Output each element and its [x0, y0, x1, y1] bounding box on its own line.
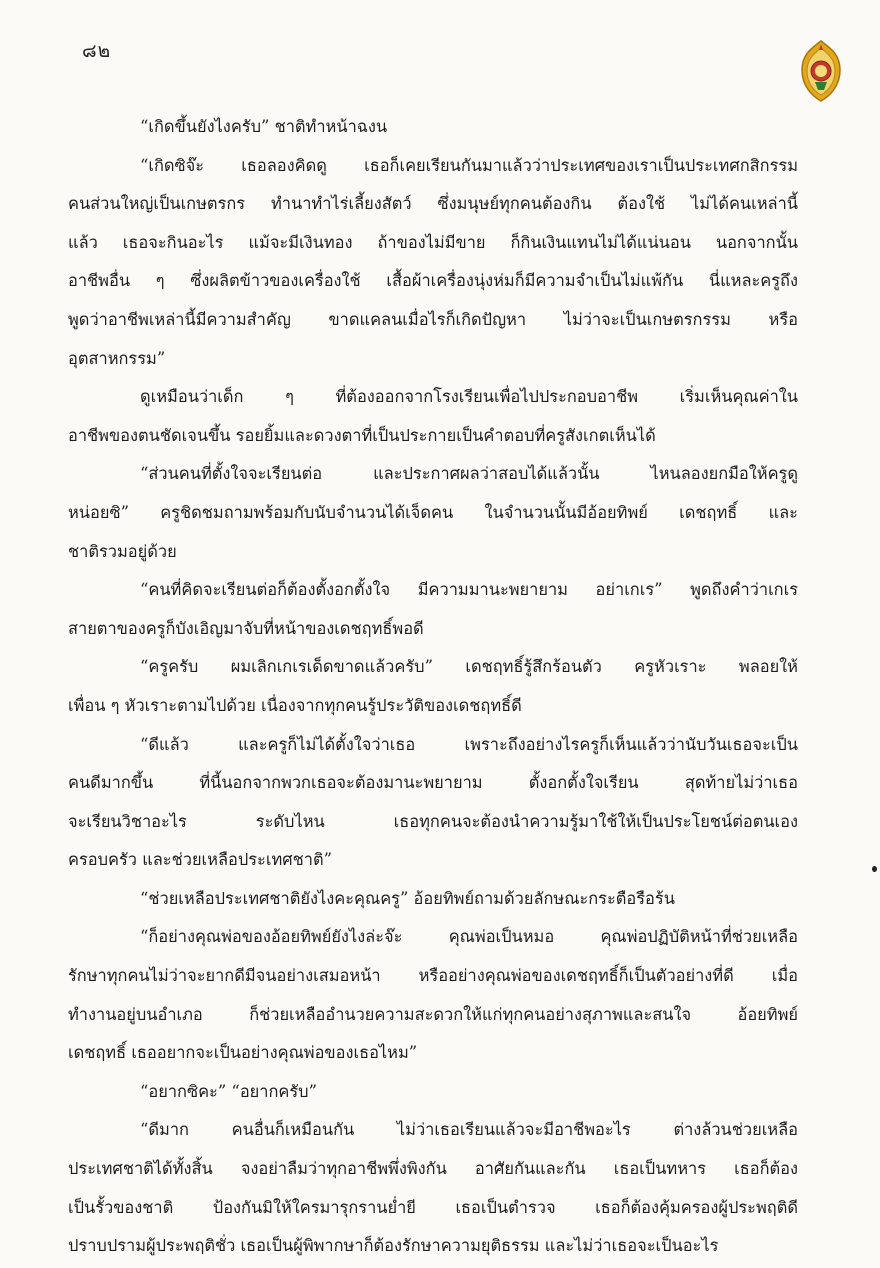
- scan-mark: [872, 866, 877, 872]
- text-line: เดชฤทธิ์ เธออยากจะเป็นอย่างคุณพ่อของเธอไหม”: [68, 1043, 418, 1063]
- text-line: “อยากซิคะ” “อยากครับ”: [140, 1081, 317, 1101]
- text-line: ดูเหมือนว่าเด็ก ๆ ที่ต้องออกจากโรงเรียนเพื่อไปประกอบอาชีพ เริ่มเห็นคุณค่าใน: [140, 387, 798, 407]
- text-line: “เกิดซิจ๊ะ เธอลองคิดดู เธอก็เคยเรียนกันมาแล้วว่าประเทศของเราเป็นประเทศกสิกรรม: [140, 155, 798, 175]
- paragraph: [68, 1073, 798, 1112]
- text-line: คนส่วนใหญ่เป็นเกษตรกร ทำนาทำไร่เลี้ยงสัตว์ ซึ่งมนุษย์ทุกคนต้องกิน ต้องใช้ ไม่ได้คนเหล่านี้: [68, 194, 798, 214]
- text-line: เป็นรั้วของชาติ ป้องกันมิให้ใครมารุกรานย่ำยี เธอเป็นตำรวจ เธอก็ต้องคุ้มครองผู้ประพฤติดี: [68, 1197, 798, 1217]
- text-line: อาชีพอื่น ๆ ซึ่งผลิตข้าวของเครื่องใช้ เสื้อผ้าเครื่องนุ่งห่มก็มีความจำเป็นไม่แพ้กัน นี่แหละครูถึง: [68, 271, 798, 291]
- text-line: “ดีมาก คนอื่นก็เหมือนกัน ไม่ว่าเธอเรียนแล้วจะมีอาชีพอะไร ต่างล้วนช่วยเหลือ: [140, 1120, 798, 1140]
- paragraph: [68, 571, 798, 648]
- text-line: คนดีมากขึ้น ที่นี้นอกจากพวกเธอจะต้องมานะพยายาม ตั้งอกตั้งใจเรียน สุดท้ายไม่ว่าเธอ: [68, 773, 798, 793]
- school-emblem-icon: [796, 40, 846, 102]
- text-line: “ก็อย่างคุณพ่อของอ้อยทิพย์ยังไงล่ะจ๊ะ คุณพ่อเป็นหมอ คุณพ่อปฏิบัติหน้าที่ช่วยเหลือ: [140, 927, 798, 947]
- text-line: “ช่วยเหลือประเทศชาติยังไงคะคุณครู” อ้อยทิพย์ถามด้วยลักษณะกระตือรือร้น: [140, 888, 675, 908]
- paragraph: [68, 1111, 798, 1265]
- text-line: เพื่อน ๆ หัวเราะตามไปด้วย เนื่องจากทุกคนรู้ประวัติของเดชฤทธิ์ดี: [68, 695, 522, 715]
- text-line: แล้ว เธอจะกินอะไร แม้จะมีเงินทอง ถ้าของไม่มีขาย ก็กินเงินแทนไม่ได้แน่นอน นอกจากนั้น: [68, 232, 798, 252]
- paragraph: [68, 880, 798, 919]
- paragraph: [68, 378, 798, 455]
- text-line: ปราบปรามผู้ประพฤติชั่ว เธอเป็นผู้พิพากษาก็ต้องรักษาความยุติธรรม และไม่ว่าเธอจะเป็นอะไร: [68, 1236, 719, 1256]
- page-number: ๘๒: [82, 40, 112, 62]
- text-line: “ดีแล้ว และครูก็ไม่ได้ตั้งใจว่าเธอ เพราะถึงอย่างไรครูก็เห็นแล้วว่านับวันเธอจะเป็น: [140, 734, 798, 754]
- paragraph: [68, 147, 798, 379]
- text-line: สายตาของครูก็บังเอิญมาจับที่หน้าของเดชฤทธิ์พอดี: [68, 618, 424, 638]
- paragraph: [68, 918, 798, 1072]
- text-line: “ส่วนคนที่ตั้งใจจะเรียนต่อ และประกาศผลว่าสอบได้แล้วนั้น ไหนลองยกมือให้ครูดู: [140, 464, 798, 484]
- text-line: ทำงานอยู่บนอำเภอ ก็ช่วยเหลืออำนวยความสะดวกให้แก่ทุกคนอย่างสุภาพและสนใจ อ้อยทิพย์: [68, 1004, 798, 1024]
- text-line: รักษาทุกคนไม่ว่าจะยากดีมีจนอย่างเสมอหน้า หรืออย่างคุณพ่อของเดชฤทธิ์ก็เป็นตัวอย่างที่ดี เมื่อ: [68, 966, 798, 986]
- text-line: ชาติรวมอยู่ด้วย: [68, 541, 177, 561]
- text-line: “เกิดขึ้นยังไงครับ” ชาติทำหน้าฉงน: [140, 117, 388, 136]
- text-line: ครอบครัว และช่วยเหลือประเทศชาติ”: [68, 850, 333, 870]
- paragraph: [68, 108, 798, 147]
- paragraph: [68, 648, 798, 725]
- text-line: พูดว่าอาชีพเหล่านี้มีความสำคัญ ขาดแคลนเมื่อไรก็เกิดปัญหา ไม่ว่าจะเป็นเกษตรกรรม หรือ: [68, 309, 798, 329]
- paragraph: [68, 726, 798, 880]
- text-line: อาชีพของตนชัดเจนขึ้น รอยยิ้มและดวงตาที่เป็นประกายเป็นคำตอบที่ครูสังเกตเห็นได้: [68, 425, 656, 445]
- text-line: จะเรียนวิชาอะไร ระดับไหน เธอทุกคนจะต้องนำความรู้มาใช้ให้เป็นประโยชน์ต่อตนเอง: [68, 811, 798, 831]
- text-line: อุตสาหกรรม”: [68, 348, 166, 368]
- text-line: “ครูครับ ผมเลิกเกเรเด็ดขาดแล้วครับ” เดชฤทธิ์รู้สึกร้อนตัว ครูหัวเราะ พลอยให้: [140, 657, 798, 677]
- story-text: [68, 108, 798, 1266]
- paragraph: [68, 455, 798, 571]
- text-line: “คนที่คิดจะเรียนต่อก็ต้องตั้งอกตั้งใจ มีความมานะพยายาม อย่าเกเร” พูดถึงคำว่าเกเร: [140, 580, 798, 600]
- text-line: หน่อยซิ” ครูชิดชมถามพร้อมกับนับจำนวนได้เจ็ดคน ในจำนวนนั้นมีอ้อยทิพย์ เดชฤทธิ์ และ: [68, 502, 798, 522]
- text-line: ประเทศชาติได้ทั้งสิ้น จงอย่าลืมว่าทุกอาชีพพึ่งพิงกัน อาศัยกันและกัน เธอเป็นทหาร เธอก็ต้อง: [68, 1159, 798, 1179]
